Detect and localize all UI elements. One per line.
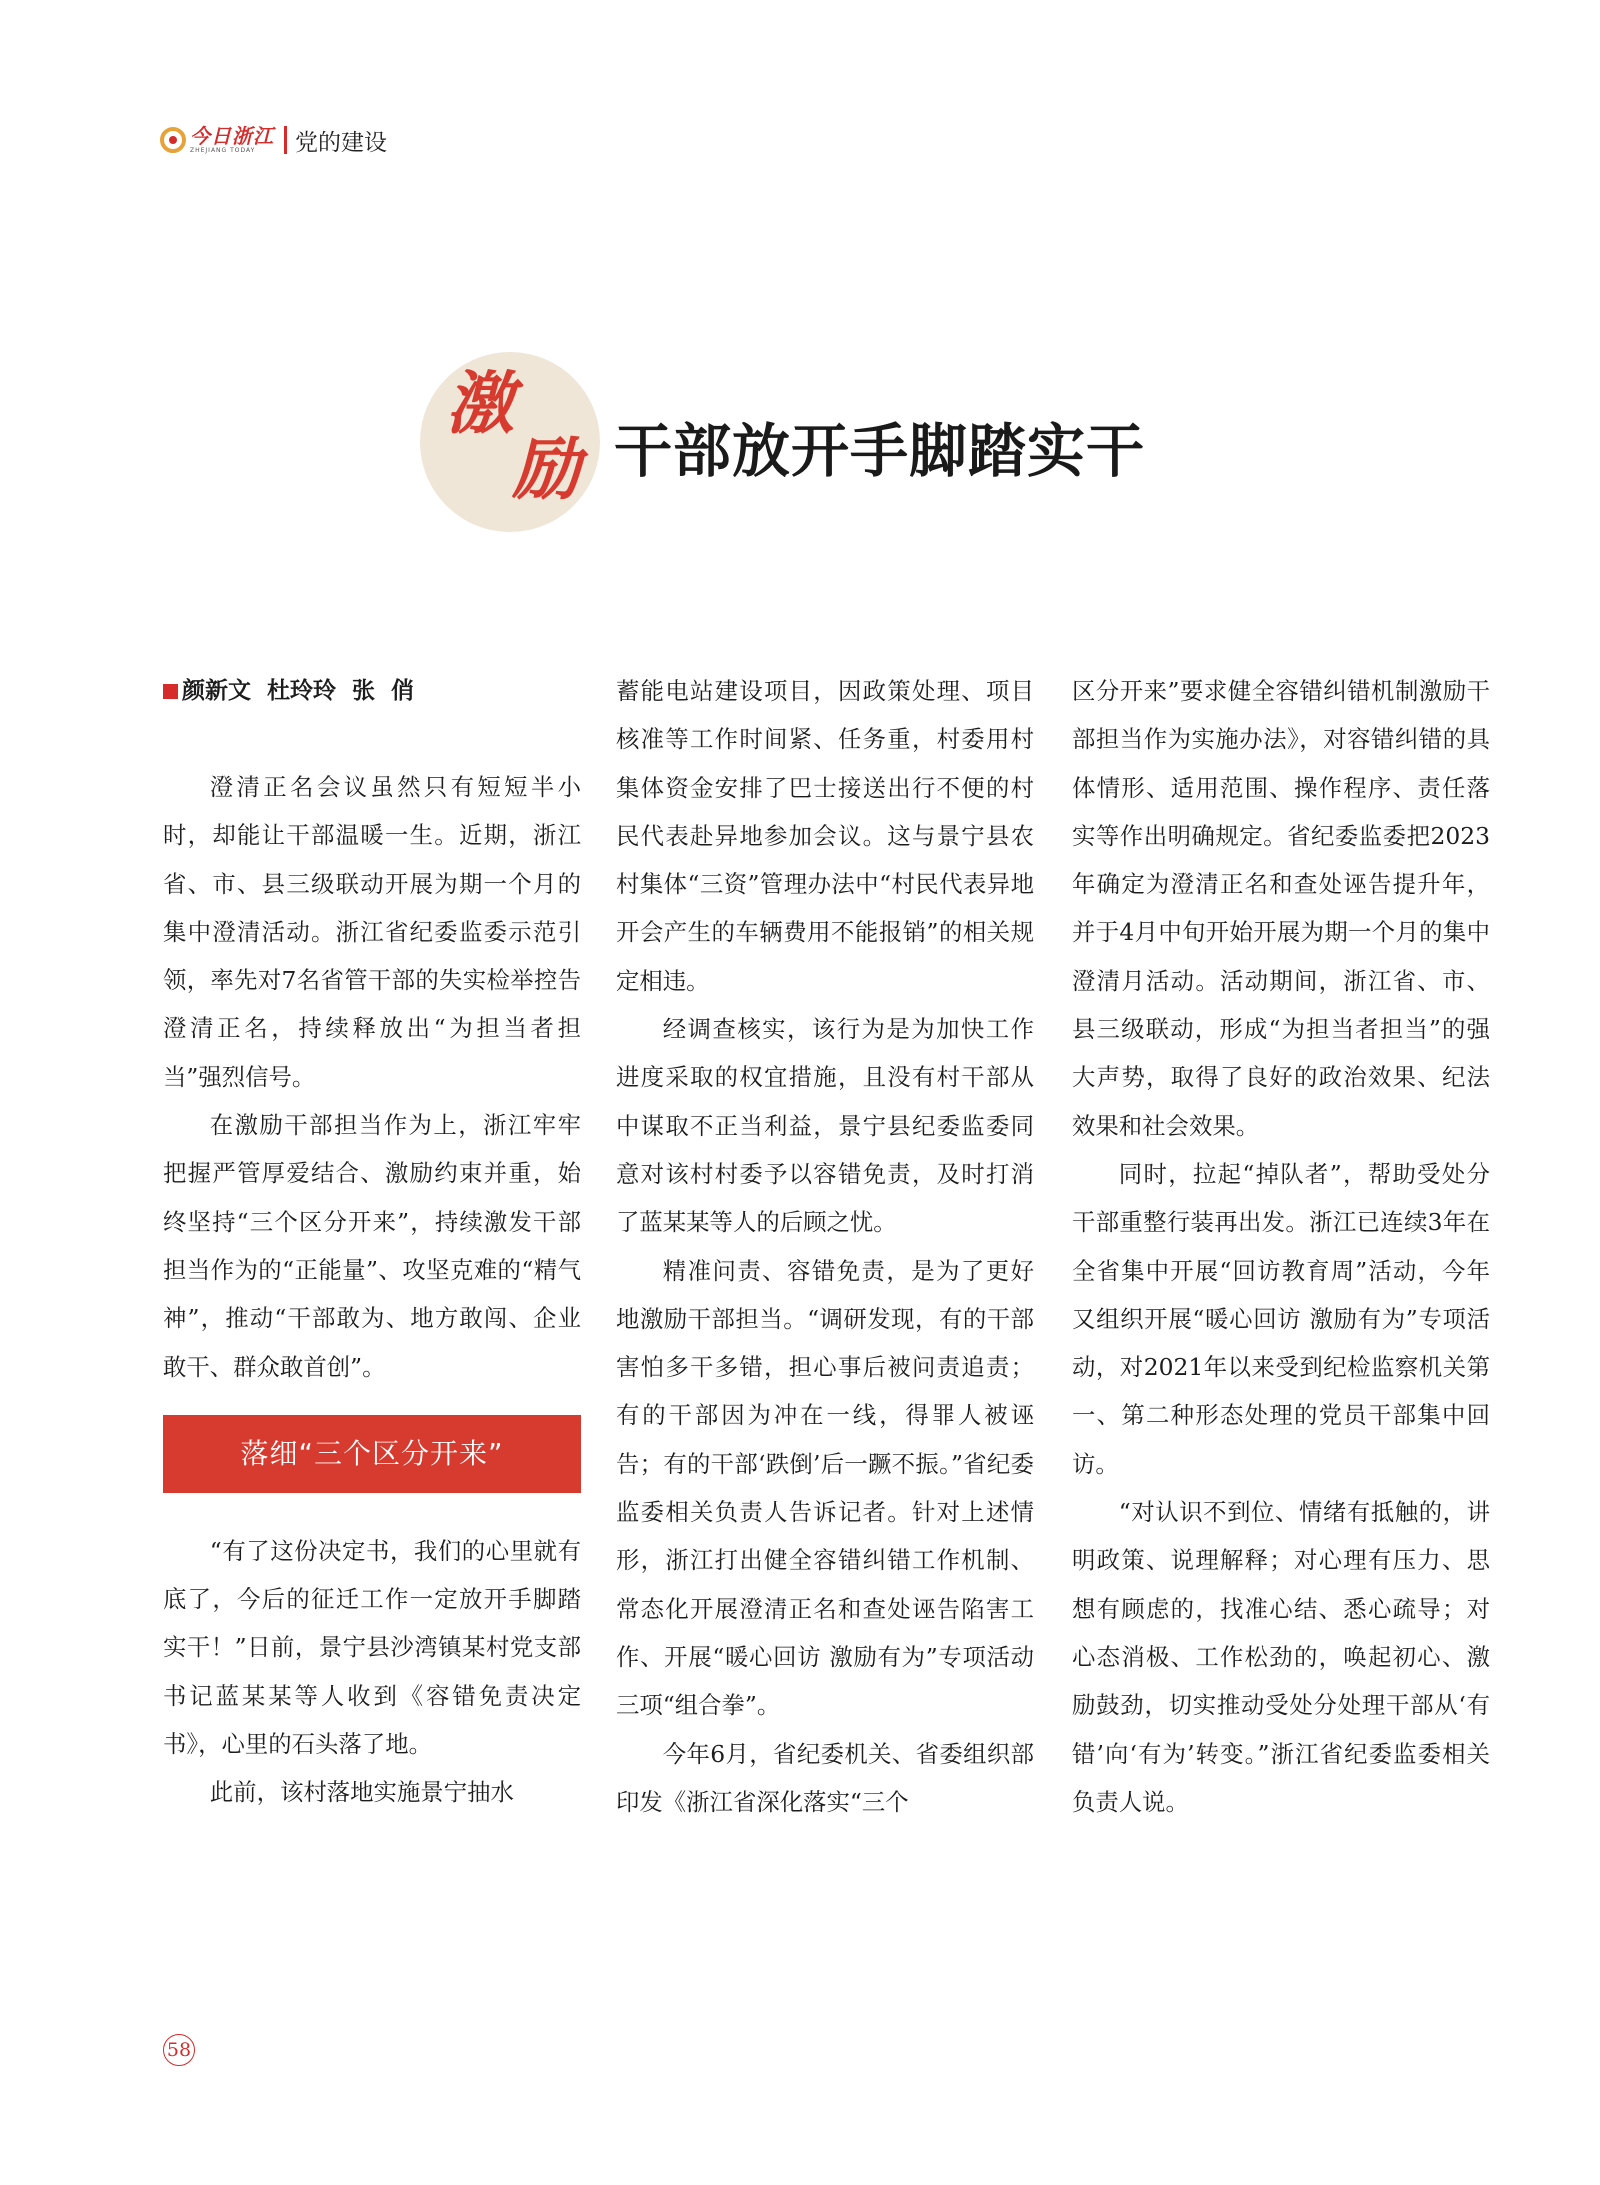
- logo-english: ZHEJIANG TODAY: [190, 147, 256, 154]
- byline-authors: 颜新文 杜玲玲 张 俏: [182, 678, 415, 704]
- page-header: [160, 120, 387, 160]
- title-main-text: 干部放开手脚踏实干: [614, 417, 1146, 485]
- byline-square-icon: [163, 684, 178, 699]
- header-divider: [284, 126, 287, 154]
- paragraph: 此前，该村落地实施景宁抽水: [209, 1778, 514, 1807]
- paragraph: 区分开来”要求健全容错纠错机制激励干部担当作为实施办法》，对容错纠错的具体情形、适用范围、操作程序、责任落实等作出明确规定。省纪委监委把2023年确定为澄清正名和查处诬告提升年，并于4月中旬开始开展为期一个月的集中澄清月活动。活动期间，浙江省、市、县三级联动，形成“为担当者担当”的强大声势，取得了良好的政治效果、纪法效果和社会效果。: [1072, 677, 1490, 1140]
- paragraph: 蓄能电站建设项目，因政策处理、项目核准等工作时间紧、任务重，村委用村集体资金安排了巴士接送出行不便的村民代表赴异地参加会议。这与景宁县农村集体“三资”管理办法中“村民代表异地开会产生的车辆费用不能报销”的相关规定相违。: [616, 677, 1034, 995]
- section-subhead: 落细“三个区分开来”: [163, 1415, 581, 1493]
- column-3: [1072, 667, 1490, 1826]
- title-decor-char-1: 激: [446, 364, 515, 444]
- paragraph: 精准问责、容错免责，是为了更好地激励干部担当。“调研发现，有的干部害怕多干多错，担心事后被问责追责；有的干部因为冲在一线，得罪人被诬告；有的干部‘跌倒’后一蹶不振。”省纪委监委相关负责人告诉记者。针对上述情形，浙江打出健全容错纠错工作机制、常态化开展澄清正名和查处诬告陷害工作、开展“暖心回访 激励有为”专项活动三项“组合拳”。: [616, 1256, 1034, 1720]
- article-title: [420, 352, 1220, 542]
- paragraph: 经调查核实，该行为是为加快工作进度采取的权宜措施，且没有村干部从中谋取不正当利益，景宁县纪委监委同意对该村村委予以容错免责，及时打消了蓝某某等人的后顾之忧。: [616, 1015, 1034, 1237]
- logo-chinese: 今日浙江: [190, 124, 274, 148]
- sun-logo-icon: [160, 127, 186, 153]
- byline: [163, 667, 581, 715]
- column-1: [163, 667, 581, 1817]
- paragraph: “有了这份决定书，我们的心里就有底了，今后的征迁工作一定放开手脚踏实干！”日前，景宁县沙湾镇某村党支部书记蓝某某等人收到《容错免责决定书》，心里的石头落了地。: [163, 1536, 581, 1759]
- paragraph: 澄清正名会议虽然只有短短半小时，却能让干部温暖一生。近期，浙江省、市、县三级联动开展为期一个月的集中澄清活动。浙江省纪委监委示范引领，率先对7名省管干部的失实检举控告澄清正名，持续释放出“为担当者担当”强烈信号。: [163, 773, 581, 1091]
- paragraph: 今年6月，省纪委机关、省委组织部印发《浙江省深化落实“三个: [616, 1739, 1034, 1816]
- page-number: 58: [163, 2034, 195, 2066]
- column-2: [616, 667, 1034, 1826]
- paragraph: 在激励干部担当作为上，浙江牢牢把握严管厚爱结合、激励约束并重，始终坚持“三个区分开来”，持续激发干部担当作为的“正能量”、攻坚克难的“精气神”，推动“干部敢为、地方敢闯、企业敢干、群众敢首创”。: [163, 1111, 581, 1381]
- magazine-logo: [160, 126, 274, 154]
- section-name: 党的建设: [295, 129, 387, 156]
- paragraph: “对认识不到位、情绪有抵触的，讲明政策、说理解释；对心理有压力、思想有顾虑的，找准心结、悉心疏导；对心态消极、工作松劲的，唤起初心、激励鼓劲，切实推动受处分处理干部从‘有错’向‘有为’转变。”浙江省纪委监委相关负责人说。: [1072, 1498, 1490, 1816]
- paragraph: 同时，拉起“掉队者”，帮助受处分干部重整行装再出发。浙江已连续3年在全省集中开展“回访教育周”活动，今年又组织开展“暖心回访 激励有为”专项活动，对2021年以来受到纪检监察机关第一、第二种形态处理的党员干部集中回访。: [1072, 1159, 1490, 1478]
- title-decor-char-2: 励: [512, 430, 581, 510]
